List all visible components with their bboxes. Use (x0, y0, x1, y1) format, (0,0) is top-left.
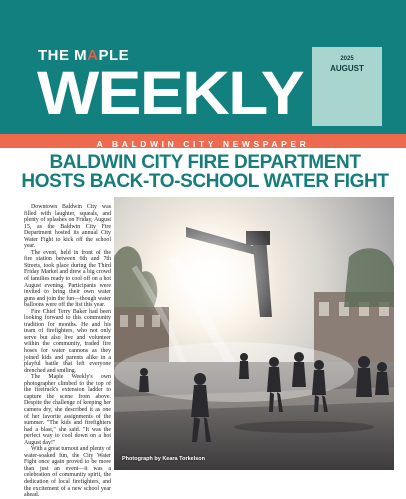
headline-line-1: BALDWIN CITY FIRE DEPARTMENT (49, 152, 361, 173)
tagline: A BALDWIN CITY NEWSPAPER (96, 139, 310, 149)
brand-suffix: PLE (98, 47, 130, 64)
issue-month: AUGUST (330, 64, 364, 73)
article-photo (114, 197, 394, 470)
article-headline (20, 153, 390, 191)
issue-date-box (312, 47, 382, 126)
article-body (24, 204, 111, 499)
article-paragraph: Downtown Baldwin City was filled with laughter, squeals, and plenty of splashes on Friday, August 15, as the Baldwin City Fire Department hosted its annual City Water Fight to kick off the school year. (24, 204, 111, 250)
masthead-title: WEEKLY (37, 59, 304, 127)
issue-year: 2025 (340, 56, 354, 62)
tagline-band (0, 134, 406, 148)
article-paragraph: With a great turnout and plenty of water-soaked fun, the City Water Fight once again proved to be more than just an event—it was a celebration of community spirit, the dedication of local firefighters, and the excitement of a new school year ahead. (24, 446, 111, 499)
photo-credit: Photograph by Keara Torkelson (122, 456, 206, 462)
article-paragraph: The Maple Weekly's own photographer climbed to the top of the firetruck's extension ladder to capture the scene from above. Despite the challenge of keeping her camera dry, she described it as one of her favorite assignments of the summer. "The kids and firefighters had a blast," she said. "It was the perfect way to cool down on a hot August day!" (24, 374, 111, 446)
water-fight-photo (114, 197, 394, 470)
headline-line-2: HOSTS BACK-TO-SCHOOL WATER FIGHT (21, 171, 389, 192)
article-paragraph: The event, held in front of the fire station between 6th and 7th Streets, took place during the Third Friday Market and drew a big crowd of families ready to cool off on a hot August evening. Participants were invited to bring their own water guns and join the fun—though water balloons were off the list this year. (24, 249, 111, 309)
article-paragraph: Fire Chief Terry Baker had been looking forward to this community tradition for months. He and his team of firefighters, who not only serve but also live and volunteer within the community, traded fire hoses for water cannons as they joined kids and parents alike in a playful battle that left everyone drenched and smiling. (24, 308, 111, 374)
brand-prefix: THE M (38, 47, 88, 64)
maple-leaf-letter: A (87, 47, 99, 64)
masthead (0, 0, 406, 134)
